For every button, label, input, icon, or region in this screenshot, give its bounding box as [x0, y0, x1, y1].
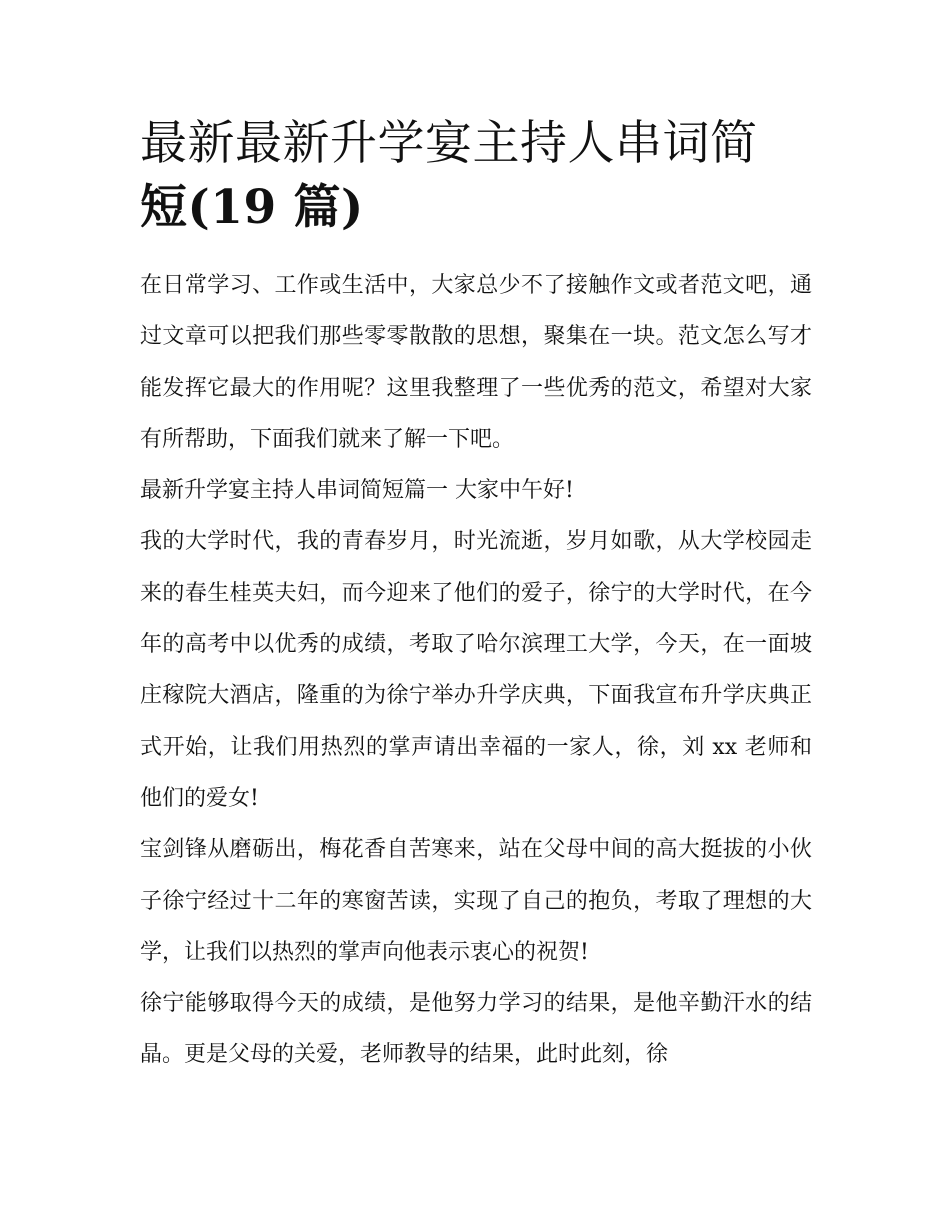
document-page	[140, 112, 812, 1081]
title-line-1: 最新最新升学宴主持人串词简	[140, 116, 758, 171]
title-line-2: 短(19 篇)	[140, 180, 364, 235]
section-heading-paragraph: 最新升学宴主持人串词简短篇一 大家中午好!	[140, 478, 574, 504]
body-paragraph: 我的大学时代，我的青春岁月，时光流逝，岁月如歌，从大学校园走来的春生桂英夫妇，而今迎来了他们的爱子，徐宁的大学时代，在今年的高考中以优秀的成绩，考取了哈尔滨理工大学，今天，在一面坡庄稼院大酒店，隆重的为徐宁举办升学庆典，下面我宣布升学庆典正式开始，让我们用热烈的掌声请出幸福的一家人，徐，刘 xx 老师和他们的爱女!	[140, 529, 812, 811]
document-body	[140, 260, 812, 1081]
intro-paragraph: 在日常学习、工作或生活中，大家总少不了接触作文或者范文吧，通过文章可以把我们那些零零散散的思想，聚集在一块。范文怎么写才能发挥它最大的作用呢？这里我整理了一些优秀的范文，希望对大家有所帮助，下面我们就来了解一下吧。	[140, 273, 812, 452]
body-paragraph: 宝剑锋从磨砺出，梅花香自苦寒来，站在父母中间的高大挺拔的小伙子徐宁经过十二年的寒窗苦读，实现了自己的抱负，考取了理想的大学，让我们以热烈的掌声向他表示衷心的祝贺!	[140, 837, 812, 965]
document-title	[140, 112, 812, 240]
body-paragraph: 徐宁能够取得今天的成绩，是他努力学习的结果，是他辛勤汗水的结晶。更是父母的关爱，老师教导的结果，此时此刻，徐	[140, 991, 812, 1068]
